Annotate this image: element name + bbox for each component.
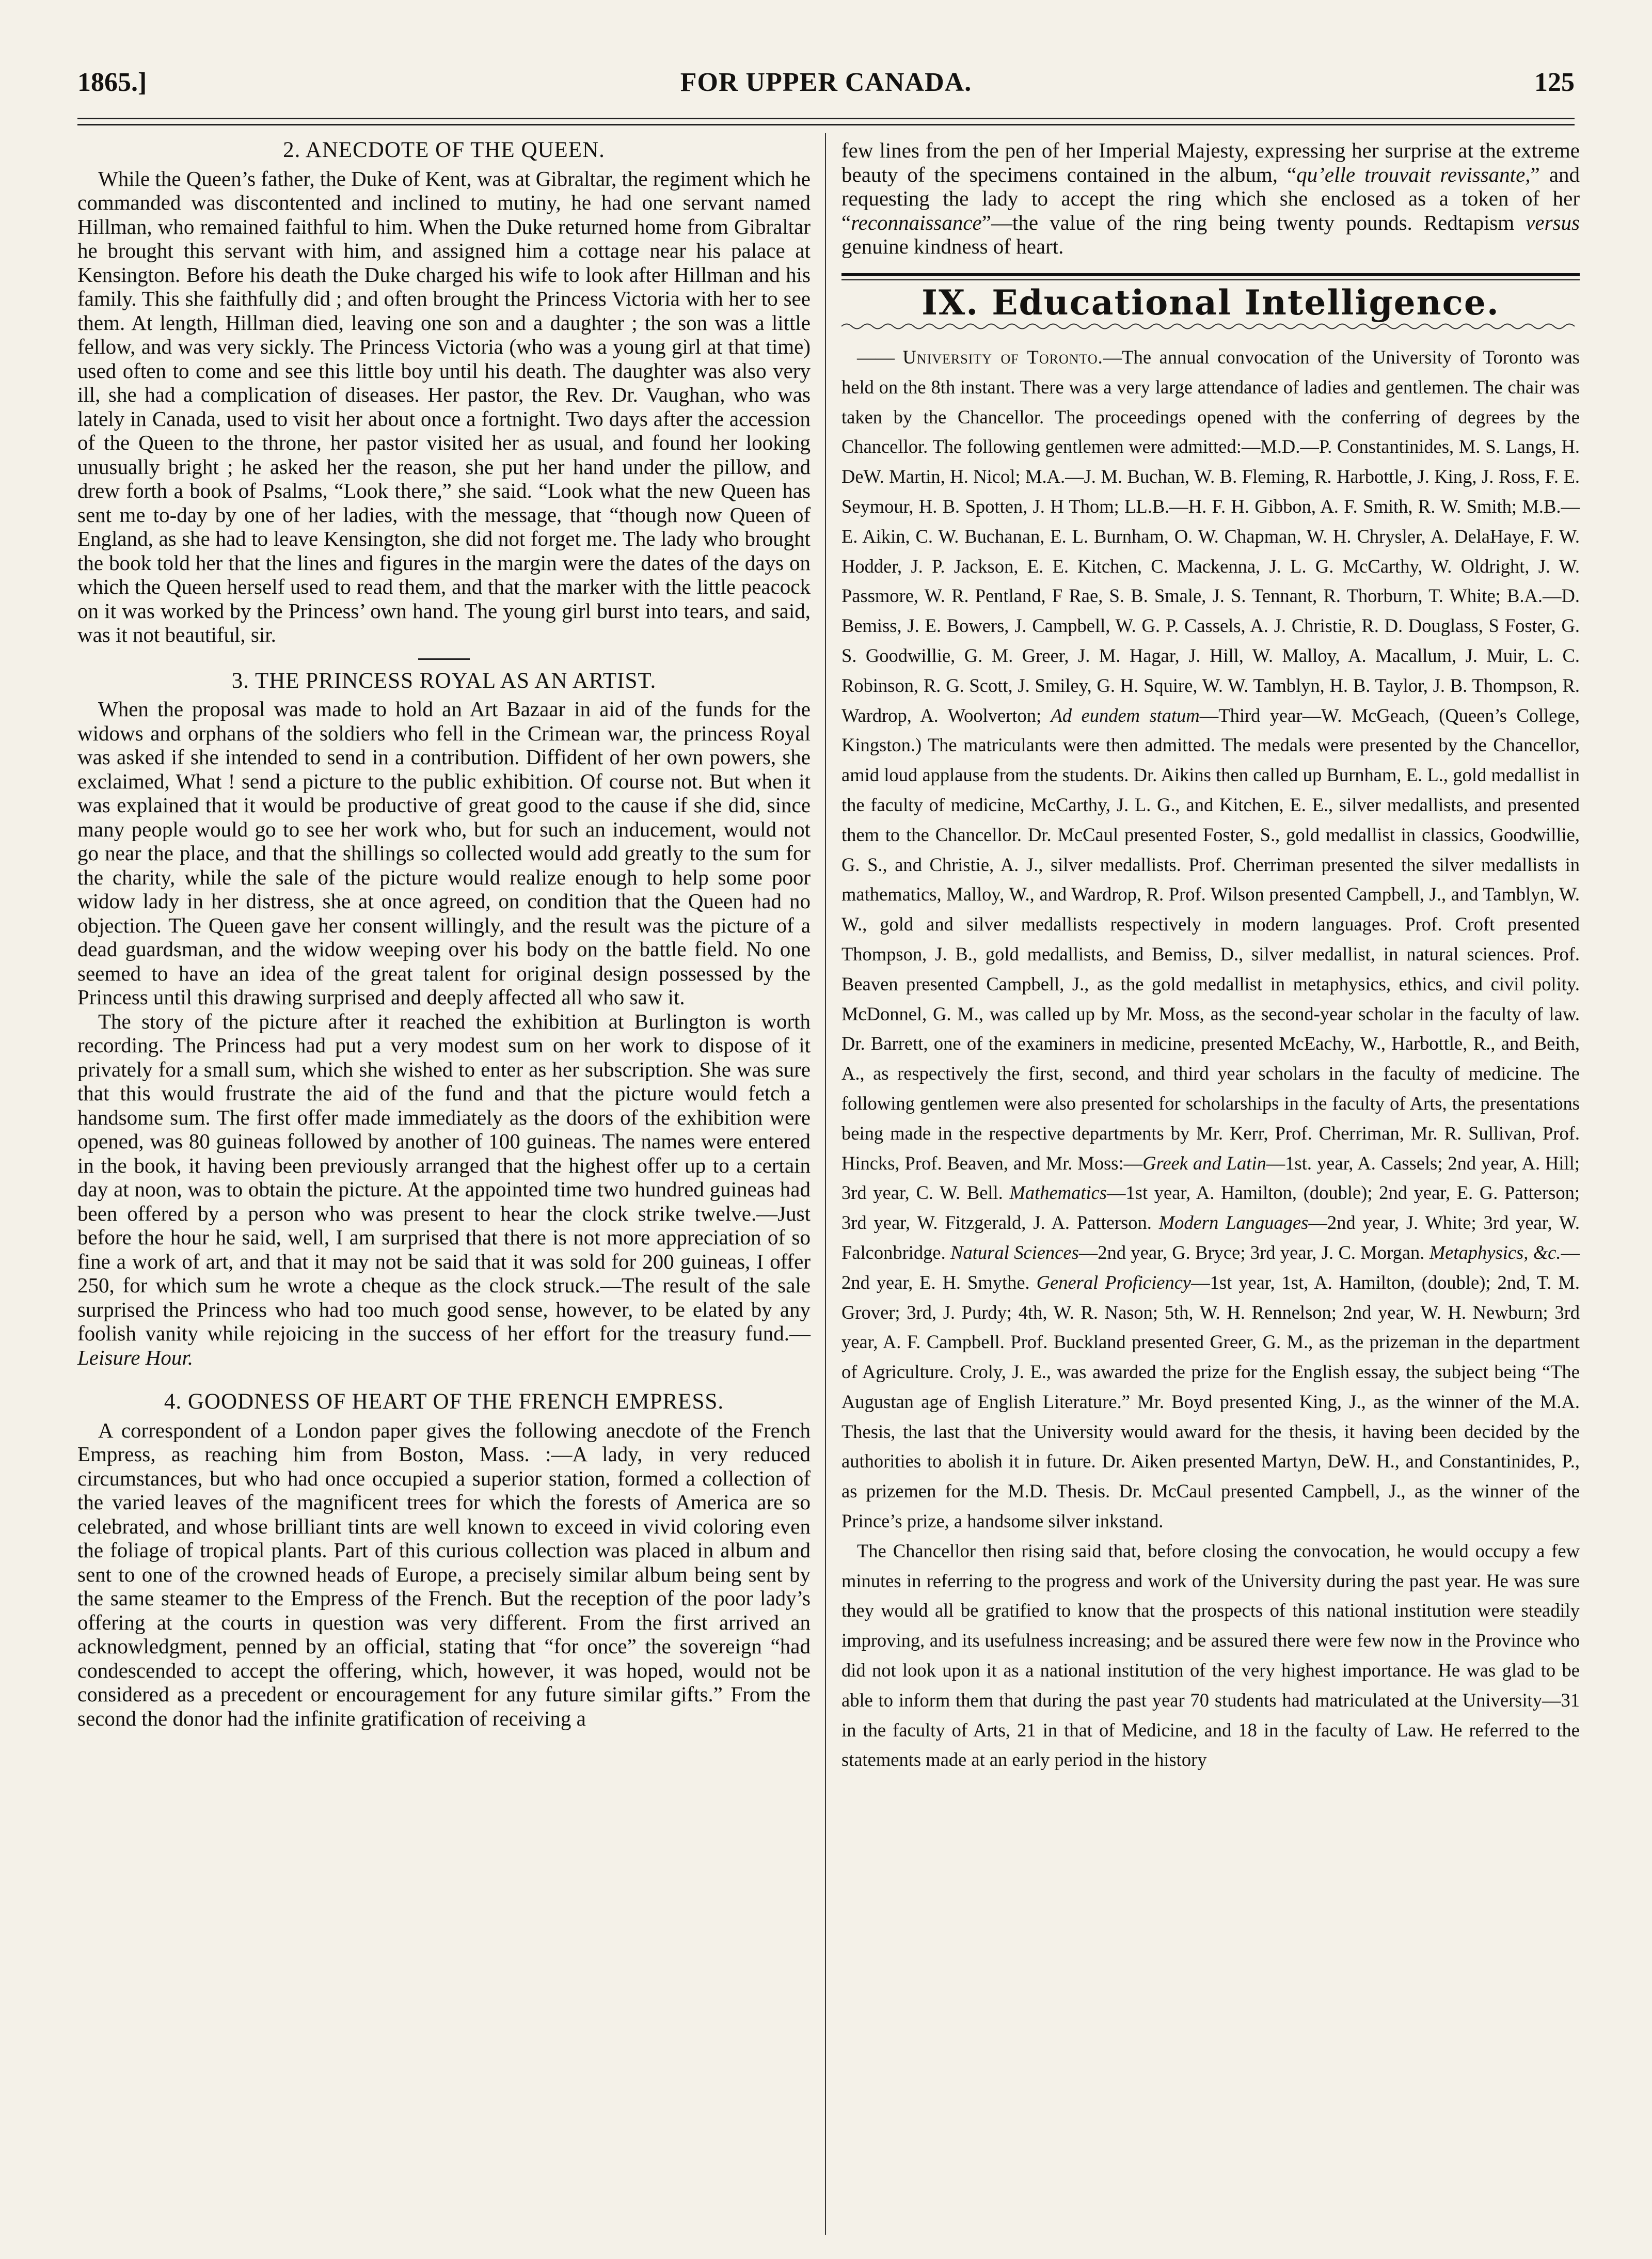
article-anecdote-queen <box>77 138 811 647</box>
section-heading: 4. GOODNESS OF HEART OF THE FRENCH EMPRESS. <box>164 1389 724 1414</box>
article-paragraph <box>841 342 1580 1536</box>
article-text: While the Queen’s father, the Duke of Kent, was at Gibraltar, the regiment which he commanded was discontented and inclined to mutiny, he had one servant named Hillman, who remained faithful to him. When the Duke returned home from Gibraltar he brought this servant with him, and assigned him a cottage near his palace at Kensington. Before his death the Duke charged his wife to look after Hillman and his family. This she faithfully did ; and often brought the Princess Victoria with her to see them. At length, Hillman died, leaving one son and a daughter ; the son was a little fellow, and was very sickly. The Princess Victoria (who was a young girl at that time) used often to come and see this little boy until his death. The daughter was also very ill, she had a complication of diseases. Her pastor, the Rev. Dr. Vaughan, who was lately in Canada, used to visit her about once a fortnight. Two days after the accession of the Queen to the throne, her pastor visited her as usual, and found her looking unusually bright ; he asked her the reason, she put her hand under the pillow, and drew forth a book of Psalms, “Look there,” she said. “Look what the new Queen has sent me to-day by one of her ladies, with the message, that “though now Queen of England, as she had to leave Kensington, she did not forget me. The lady who brought the book told her that the lines and figures in the margin were the dates of the days on which the Queen herself used to read them, and that the marker with the little peacock on it was worked by the Princess’ own hand. The young girl burst into tears, and said, was it not beautiful, sir. <box>77 166 811 646</box>
section-gap <box>77 1369 811 1390</box>
header-rule-bottom <box>77 124 1575 125</box>
section-heading: 3. THE PRINCESS ROYAL AS AN ARTIST. <box>231 668 657 693</box>
page-header <box>77 67 1575 98</box>
article-paragraph: When the proposal was made to hold an Art Bazaar in aid of the funds for the widows and orphans of the soldiers who fell in the Crimean war, the princess Royal was asked if she intended to send in a contribution. Diffident of her own powers, she exclaimed, What ! send a picture to the public exhibition. Of course not. But when it was explained that it would be productive of great good to the cause if she did, since many people would go to see her work who, but for such an inducement, would not go near the place, and that the shillings so collected would add greatly to the sum for the charity, while the sale of the picture would realize enough to help some poor widow lady in her distress, she at once agreed, on condition that the Queen had no objection. The Queen gave her consent willingly, and the result was the picture of a dead guardsman, and the widow weeping over his body on the battle field. No one seemed to have an idea of the great talent for original design possessed by the Princess until this drawing surprised and deeply affected all who saw it. <box>77 697 811 1009</box>
subject-label: Greek and Latin <box>1142 1152 1266 1174</box>
continuation-text: few lines from the pen of her Imperial Majesty, expressing her surprise at the extreme beauty of the specimens contained in the album, “ <box>841 138 1580 186</box>
section-divider <box>418 658 470 660</box>
article-paragraph: The Chancellor then rising said that, before closing the convocation, he would occupy a few minutes in referring to the progress and work of the University during the past year. He was sure they would all be gratified to know that the prospects of this national institution were steadily improving, and its usefulness increasing; and be assured there were few now in the Province who did not look upon it as a national institution of the very highest importance. He was glad to be able to inform them that during the past year 70 students had matriculated at the University—31 in the faculty of Arts, 21 in that of Medicine, and 18 in the faculty of Law. He referred to the statements made at an early period in the history <box>841 1540 1580 1771</box>
french-quote: qu’elle trouvait revissante, <box>1296 162 1531 186</box>
subject-label: Natural Sciences <box>950 1241 1079 1263</box>
header-year: 1865.] <box>77 68 147 97</box>
chapter-heading: IX. Educational Intelligence. <box>922 282 1500 323</box>
paragraph-text: The story of the picture after it reached the exhibition at Burlington is worth recording. The Princess had put a very modest sum on her work to dispose of it privately for a small sum, which she wished to enter as her subscription. She was sure that this would frustrate the aid of the fund and that the picture would fetch a handsome sum. The first offer made immediately as the doors of the exhibition were opened, was 80 guineas followed by another of 100 guineas. The names were entered in the book, it having been previously arranged that the highest offer up to a certain day at noon, was to obtain the picture. At the appointed time two hundred guineas had been offered by a person who was present to hear the clock strike twelve.—Just before the hour he said, well, I am surprised that there is not more appreciation of so fine a work of art, and that it may not be said that it was sold for 200 guineas, I offer 250, for which sum he wrote a cheque as the clock struck.—The result of the sale surprised the Princess who had too much good sense, however, to be elated by any foolish vanity while rejoicing in the success of her effort for the treasury fund.— <box>77 1009 811 1345</box>
latin-word: versus <box>1526 210 1580 234</box>
continuation-text: ”—the value of the ring being twenty pounds. Redtapism <box>981 210 1526 234</box>
article-paragraph <box>77 1009 811 1370</box>
section-rule-thin <box>841 279 1580 280</box>
page-number: 125 <box>1534 68 1575 97</box>
article-continuation <box>841 138 1580 259</box>
right-column <box>841 138 1580 1775</box>
wave-line-icon <box>841 322 1580 331</box>
paragraph-text: —1st year, 1st, A. Hamilton, (double); 2nd, T. M. Grover; 3rd, J. Purdy; 4th, W. R. Nason; 5th, W. H. Rennelson; 2nd year, W. H. Newburn; 3rd year, A. F. Campbell. Prof. Buckland presented Greer, G. M., as the prizeman in the department of Agriculture. Croly, J. E., was awarded the prize for the English essay, the subject being “The Augustan age of English Literature.” Mr. Boyd presented King, J., as the winner of the M.A. Thesis, the last that the University would award for the thesis, it having been decided by the authorities to abolish it in future. Dr. Aiken presented Martyn, DeW. H., and Constantinides, P., as prizemen for the M.D. Thesis. Dr. McCaul presented Campbell, J., as the winner of the Prince’s prize, a handsome silver inkstand. <box>841 1271 1580 1532</box>
paragraph-text: —The annual convocation of the University of Toronto was held on the 8th instant. There was a very large attendance of ladies and gentlemen. The chair was taken by the Chancellor. The proceedings opened with the conferring of degrees by the Chancellor. The following gentlemen were admitted:—M.D.—P. Constantinides, M. S. Langs, H. DeW. Martin, H. Nicol; M.A.—J. M. Buchan, W. B. Fleming, R. Harbottle, J. King, J. Ross, F. E. Seymour, H. B. Spotten, J. H Thom; LL.B.—H. F. H. Gibbon, A. F. Smith, R. W. Smith; M.B.—E. Aikin, C. W. Buchanan, E. L. Burnham, O. W. Chapman, W. H. Chrysler, A. DelaHaye, F. W. Hodder, J. P. Jackson, E. E. Kitchen, C. Mackenna, J. L. G. McCarthy, W. Oldright, J. W. Passmore, W. R. Pentland, F Rae, S. B. Smale, J. S. Tennant, R. Thorburn, T. White; B.A.—D. Bemiss, J. E. Bowers, J. Campbell, W. G. P. Cassels, A. J. Christie, R. D. Douglass, S Foster, G. S. Goodwillie, G. M. Greer, J. M. Hagar, J. Hill, W. Malloy, A. Macallum, J. Muir, L. C. Robinson, R. G. Scott, J. Smiley, G. H. Squire, W. W. Tamblyn, H. B. Taylor, J. B. Thompson, R. Wardrop, A. Woolverton; <box>841 346 1580 726</box>
subject-label: General Proficiency <box>1036 1271 1192 1293</box>
column-divider <box>825 133 826 2235</box>
article-lead-title: University of Toronto. <box>902 346 1103 368</box>
ornamental-wave-rule <box>841 322 1580 331</box>
section-heading: 2. ANECDOTE OF THE QUEEN. <box>283 138 605 162</box>
article-princess-royal <box>77 669 811 1370</box>
paragraph-text: —1st. year, A. Cassels; 2nd year, A. Hill; 3rd year, C. W. Bell. <box>841 1152 1580 1204</box>
italic-phrase: Ad eundem statum <box>1051 704 1200 726</box>
paragraph-text: —2nd year, J. White; 3rd year, W. Falconbridge. <box>841 1212 1580 1263</box>
lead-dash: —— <box>857 346 895 368</box>
header-title: FOR UPPER CANADA. <box>680 68 972 97</box>
subject-label: Metaphysics, &c. <box>1429 1241 1561 1263</box>
paragraph-text: —1st year, A. Hamilton, (double); 2nd year, E. G. Patterson; 3rd year, W. Fitzgerald, J. A. Patterson. <box>841 1182 1580 1234</box>
continuation-text: genuine kindness of heart. <box>841 234 1064 258</box>
source-credit: Leisure Hour. <box>77 1345 193 1369</box>
left-column <box>77 138 811 1730</box>
paragraph-text: —Third year—W. McGeach, (Queen’s College, Kingston.) The matriculants were then admitted. The medals were presented by the Chancellor, amid loud applause from the students. Dr. Aikins then called up Burnham, E. L., gold medallist in the faculty of medicine, McCarthy, J. L. G., and Kitchen, E. E., silver medallists, and presented them to the Chancellor. Dr. McCaul presented Foster, S., gold medallist in classics, Goodwillie, G. S., and Christie, A. J., silver medallists. Prof. Cherriman presented the silver medallists in mathematics, Malloy, W., and Wardrop, R. Prof. Wilson presented Campbell, J., and Tamblyn, W. W., gold and silver medallists respectively in modern languages. Prof. Croft presented Thompson, J. B., gold medallists, and Bemiss, D., silver medallist, in natural sciences. Prof. Beaven presented Campbell, J., as the gold medallist in metaphysics, ethics, and civil polity. McDonnel, G. M., was called up by Mr. Moss, as the second-year scholar in the faculty of law. Dr. Barrett, one of the examiners in medicine, presented McEachy, W., Harbottle, R., and Beith, A., as respectively the first, second, and third year scholars in the faculty of medicine. The following gentlemen were also presented for scholarships in the faculty of Arts, the presentations being made in the respective departments by Mr. Kerr, Prof. Cherriman, Mr. R. Sullivan, Prof. Hincks, Prof. Beaven, and Mr. Moss:— <box>841 704 1580 1174</box>
subject-label: Mathematics <box>1009 1182 1107 1204</box>
article-text: A correspondent of a London paper gives the following anecdote of the French Empress, as reaching him from Boston, Mass. :—A lady, in very reduced circumstances, but who had once occupied a superior station, formed a collection of the varied leaves of the magnificent trees for which the forests of America are so celebrated, and whose brilliant tints are well known to exceed in vivid coloring even the foliage of tropical plants. Part of this curious collection was placed in album and sent to one of the crowned heads of Europe, a precisely similar album being sent by the same steamer to the Empress of the French. But the reception of the poor lady’s offering at the courts in question was very different. From the first arrived an acknowledgment, penned by an official, stating that “for once” the sovereign “had condescended to accept the offering, which, however, it was hoped, would not be considered as a precedent or encouragement for any future similar gifts.” From the second the donor had the infinite gratification of receiving a <box>77 1418 811 1730</box>
subject-label: Modern Languages <box>1158 1212 1309 1234</box>
article-french-empress <box>77 1390 811 1730</box>
continuation-text: ” and requesting the lady to accept the ring which she enclosed as a token of her “ <box>841 162 1580 234</box>
header-rule-top <box>77 118 1575 119</box>
article-university-toronto <box>841 342 1580 1775</box>
section-rule-thick <box>841 273 1580 276</box>
paragraph-text: —2nd year, G. Bryce; 3rd year, J. C. Morgan. <box>1078 1241 1429 1263</box>
french-word: reconnaissance <box>851 210 982 234</box>
paragraph-text: —2nd year, E. H. Smythe. <box>841 1241 1580 1293</box>
